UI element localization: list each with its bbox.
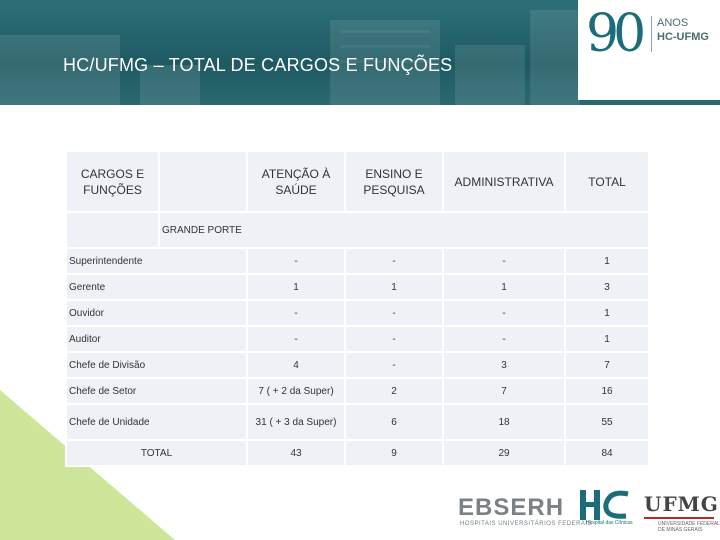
section-row	[66, 212, 649, 248]
table-row	[66, 248, 649, 274]
table-row	[66, 274, 649, 300]
cell-admin: 7	[443, 378, 565, 404]
cell-ensino: 9	[345, 440, 443, 466]
cell-ensino: -	[345, 300, 443, 326]
logo-digits: 90	[586, 4, 641, 64]
ufmg-logo: UFMG	[644, 492, 719, 516]
table-row	[66, 300, 649, 326]
header-blank	[159, 151, 247, 212]
table-row	[66, 352, 649, 378]
cell-atencao: 43	[247, 440, 345, 466]
cell-admin: 18	[443, 404, 565, 440]
cell-admin: -	[443, 300, 565, 326]
cell-admin: 1	[443, 274, 565, 300]
cell-cargo: Auditor	[66, 326, 247, 352]
logo-line2: HC-UFMG	[657, 31, 709, 43]
cell-total: 7	[565, 352, 649, 378]
cell-admin: -	[443, 326, 565, 352]
logo-divider	[651, 16, 652, 52]
positions-table	[65, 150, 650, 467]
table-row	[66, 404, 649, 440]
cell-cargo: Chefe de Divisão	[66, 352, 247, 378]
cell-admin: -	[443, 248, 565, 274]
cell-cargo: Chefe de Setor	[66, 378, 247, 404]
cell-atencao: 4	[247, 352, 345, 378]
table-row	[66, 326, 649, 352]
cell-cargo: Ouvidor	[66, 300, 247, 326]
cell-total: 55	[565, 404, 649, 440]
cell-total: 1	[565, 300, 649, 326]
cell-total: 16	[565, 378, 649, 404]
section-label: GRANDE PORTE	[159, 212, 649, 248]
cell-admin: 3	[443, 352, 565, 378]
cell-ensino: 1	[345, 274, 443, 300]
anniversary-logo	[578, 0, 720, 100]
cell-cargo: Gerente	[66, 274, 247, 300]
ebserh-logo: EBSERH	[458, 494, 565, 521]
cell-atencao: -	[247, 300, 345, 326]
ufmg-subtitle: UNIVERSIDADE FEDERAL DE MINAS GERAIS	[658, 521, 720, 533]
cell-ensino: 6	[345, 404, 443, 440]
cell-total: 1	[565, 248, 649, 274]
cell-atencao: 1	[247, 274, 345, 300]
cell-ensino: -	[345, 352, 443, 378]
table-total-row	[66, 440, 649, 466]
page-title: HC/UFMG – TOTAL DE CARGOS E FUNÇÕES	[63, 55, 453, 75]
cell-atencao: -	[247, 248, 345, 274]
cell-atencao: -	[247, 326, 345, 352]
logo-line1: ANOS	[657, 17, 689, 29]
cell-cargo: Superintendente	[66, 248, 247, 274]
cell-cargo: Chefe de Unidade	[66, 404, 247, 440]
cell-total: 3	[565, 274, 649, 300]
cell-cargo: TOTAL	[66, 440, 247, 466]
header-cargos: CARGOS E FUNÇÕES	[66, 151, 159, 212]
cell-ensino: 2	[345, 378, 443, 404]
footer-logos	[458, 484, 720, 540]
hc-subtitle: Hospital das Clínicas	[586, 520, 633, 526]
cell-atencao: 31 ( + 3 da Super)	[247, 404, 345, 440]
cell-total: 84	[565, 440, 649, 466]
header-ensino: ENSINO E PESQUISA	[345, 151, 443, 212]
ebserh-subtitle: HOSPITAIS UNIVERSITÁRIOS FEDERAIS	[460, 521, 593, 527]
ufmg-bar	[644, 517, 714, 519]
cell-total: 1	[565, 326, 649, 352]
table-header-row	[66, 151, 649, 212]
header-admin: ADMINISTRATIVA	[443, 151, 565, 212]
table-row	[66, 378, 649, 404]
section-blank	[66, 212, 159, 248]
cell-ensino: -	[345, 248, 443, 274]
cell-ensino: -	[345, 326, 443, 352]
header-atencao: ATENÇÃO À SAÚDE	[247, 151, 345, 212]
header-total: TOTAL	[565, 151, 649, 212]
cell-admin: 29	[443, 440, 565, 466]
cell-atencao: 7 ( + 2 da Super)	[247, 378, 345, 404]
